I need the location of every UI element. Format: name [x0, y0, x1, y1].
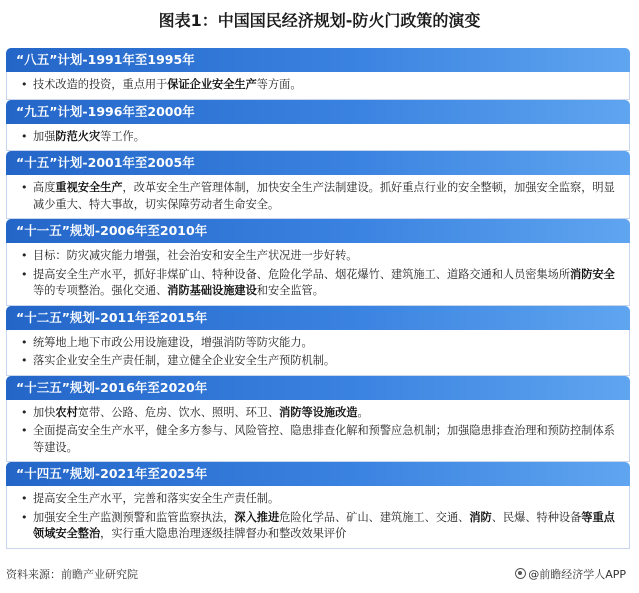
policy-item — [19, 77, 621, 94]
brand-label: @前瞻经济学人APP — [528, 568, 626, 581]
item-text: 宽带、公路、危房、饮水、照明、环卫、 — [77, 405, 280, 419]
bullet-icon: • — [21, 510, 28, 524]
item-text: 。 — [357, 405, 369, 419]
emphasis-text: 消防安全 — [570, 267, 615, 281]
item-text: 、民爆、特种设备 — [491, 510, 582, 524]
item-text: 目标：防灾减灾能力增强，社会治安和安全生产状况进一步好转。 — [33, 249, 358, 262]
emphasis-text: 消防 — [469, 510, 492, 524]
plan-body — [6, 330, 630, 376]
item-text: 提高安全生产水平，完善和落实安全生产责任制。 — [33, 492, 280, 505]
item-text: 提高安全生产水平，抓好非煤矿山、特种设备、危险化学品、烟花爆竹、建筑施工、道路交通和人员密集场所 — [33, 267, 571, 281]
item-text: 加强 — [33, 129, 56, 143]
policy-item — [19, 129, 621, 146]
plan-header: “十四五”规划-2021年至2025年 — [6, 462, 630, 486]
policy-item — [19, 405, 621, 422]
bullet-icon: • — [21, 129, 28, 143]
item-text: ，改革安全生产管理体制，加快安全生产法制建设。抓好重点行业的安全整顿，加强安全监察，明显减少重大、特大事故，切实保障劳动者生命安全。 — [33, 181, 615, 211]
item-text: 统筹地上地下市政公用设施建设，增强消防等防灾能力。 — [33, 335, 313, 349]
item-text: 和安全监管。 — [256, 284, 324, 297]
policy-item — [19, 335, 621, 352]
emphasis-text: 等重点领域安全整治 — [33, 510, 615, 540]
footer — [6, 566, 630, 586]
plan-body — [6, 175, 630, 219]
plan-body — [6, 400, 630, 463]
bullet-icon: • — [21, 181, 28, 194]
plan-section — [6, 100, 630, 152]
plan-header: “十三五”规划-2016年至2020年 — [6, 376, 630, 400]
item-text: 危险化学品、矿山、建筑施工、交通、 — [279, 510, 470, 524]
source-note: 资料来源：前瞻产业研究院 — [6, 568, 138, 581]
brand-logo-icon — [515, 568, 526, 579]
plan-header: “八五”计划-1991年至1995年 — [6, 48, 630, 72]
item-text: 高度 — [33, 181, 56, 194]
page-title: 图表1：中国国民经济规划-防火门政策的演变 — [158, 11, 481, 30]
policy-item — [19, 353, 621, 370]
plan-section — [6, 151, 630, 219]
item-text: 等方面。 — [256, 78, 302, 91]
bullet-icon: • — [21, 267, 28, 281]
plan-body — [6, 124, 630, 152]
item-text: 加快 — [33, 405, 56, 419]
policy-item — [19, 180, 621, 213]
emphasis-text: 防范火灾 — [55, 129, 101, 143]
policy-item — [19, 248, 621, 265]
plan-list — [6, 48, 630, 549]
bullet-icon: • — [21, 354, 28, 367]
item-text: 落实企业安全生产责任制，建立健全企业安全生产预防机制。 — [33, 354, 336, 367]
plan-header: “十一五”规划-2006年至2010年 — [6, 219, 630, 243]
plan-body — [6, 243, 630, 306]
plan-body — [6, 72, 630, 100]
item-text: 技术改造的投资，重点用于 — [33, 78, 168, 91]
item-text: 等工作。 — [100, 129, 145, 143]
bullet-icon: • — [21, 249, 28, 262]
item-text: 加强安全生产监测预警和监管监察执法， — [33, 510, 235, 524]
emphasis-text: 保证企业安全生产 — [167, 78, 257, 91]
item-text: ，实行重大隐患治理逐级挂牌督办和整改效果评价 — [100, 527, 347, 540]
plan-section — [6, 376, 630, 463]
emphasis-text: 重视安全生产 — [55, 181, 123, 194]
emphasis-text: 消防等设施改造 — [279, 405, 358, 419]
emphasis-text: 农村 — [55, 405, 78, 419]
plan-header: “十二五”规划-2011年至2015年 — [6, 306, 630, 330]
bullet-icon: • — [21, 405, 28, 419]
plan-section — [6, 306, 630, 376]
item-text: 全面提高安全生产水平，健全多方参与、风险管控、隐患排查化解和预警应急机制；加强隐患排查治理和预防控制体系等建设。 — [33, 424, 615, 454]
bullet-icon: • — [21, 335, 28, 349]
policy-item — [19, 491, 621, 508]
policy-item — [19, 510, 621, 543]
brand-credit — [515, 566, 626, 582]
policy-item — [19, 267, 621, 300]
policy-item — [19, 423, 621, 456]
emphasis-text: 消防基础设施建设 — [167, 284, 257, 297]
bullet-icon: • — [21, 492, 28, 505]
plan-header: “九五”计划-1996年至2000年 — [6, 100, 630, 124]
plan-body — [6, 486, 630, 549]
plan-section — [6, 462, 630, 549]
plan-header: “十五”计划-2001年至2005年 — [6, 151, 630, 175]
bullet-icon: • — [21, 424, 28, 437]
emphasis-text: 深入推进 — [234, 510, 280, 524]
bullet-icon: • — [21, 78, 28, 91]
plan-section — [6, 219, 630, 306]
plan-section — [6, 48, 630, 100]
item-text: 等的专项整治。强化交通、 — [33, 284, 168, 297]
